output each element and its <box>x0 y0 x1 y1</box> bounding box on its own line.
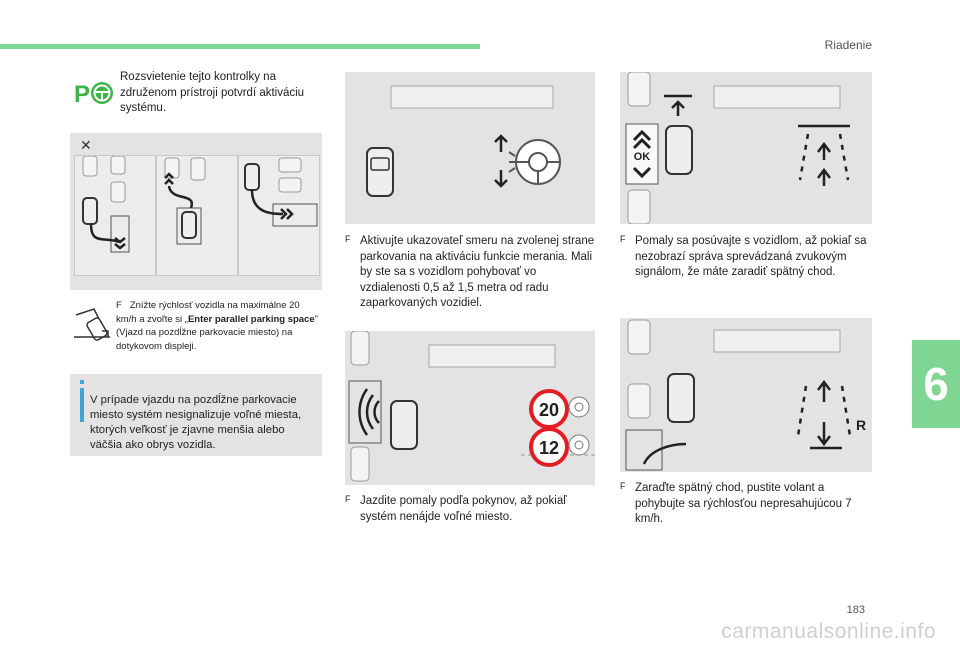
step-3-text: Pomaly sa posúvajte s vozidlom, až pokiaľ sa nezobrazí správa sprevádzaná zvukovým signálom, že máte zaradiť spätný chod. <box>635 235 867 278</box>
indicator-text: Rozsvietenie tejto kontrolky na združenom prístroji potvrdí aktiváciu systému. <box>120 71 305 114</box>
step-2-bullet: F <box>345 494 351 504</box>
step-4-text: Zaraďte spätný chod, pustite volant a pohybujte sa rýchlosťou nepresahujúcou 7 km/h. <box>635 482 852 525</box>
mode-panel-1 <box>74 155 156 276</box>
step-3-bullet: F <box>620 234 626 244</box>
step-2-text: Jazdite pomaly podľa pokynov, až pokiaľ systém nenájde voľné miesto. <box>360 495 567 523</box>
illustration-turn-signal <box>345 72 595 224</box>
info-box <box>70 374 322 456</box>
step-1-text: Aktivujte ukazovateľ smeru na zvolenej strane parkovania na aktiváciu funkcie merania. Mali by ste sa s vozidlom pohybovať vo vzdialenosti 0,5 až 1,5 metra od radu zaparkovaných vozidiel. <box>360 235 595 309</box>
step-1-bullet: F <box>345 234 351 244</box>
header-accent-bar <box>0 44 480 49</box>
watermark: carmanualsonline.info <box>721 620 936 643</box>
speed-step-bullet: F <box>116 300 122 311</box>
speed-limit-12: 12 <box>538 438 560 458</box>
svg-text:P: P <box>74 81 91 108</box>
reverse-gear-label: R <box>856 417 867 433</box>
info-icon <box>80 380 84 384</box>
speed-step <box>70 295 322 365</box>
slow-car-icon <box>72 307 114 343</box>
speed-step-line2: 20 km/h a zvoľte si „ <box>116 300 300 325</box>
illustration-slot-detection <box>345 331 595 485</box>
info-text: V prípade vjazdu na pozdĺžne parkovacie miesto systém nesignalizuje voľné miesta, ktorých veľkosť je zjavne menšia alebo väčšia ako obrys vozidla. <box>90 394 302 452</box>
section-title: Riadenie <box>824 38 872 52</box>
illustration-reverse <box>620 318 872 472</box>
speed-step-bold: Enter parallel parking space <box>187 313 315 325</box>
speed-step-line3: " (Vjazd na pozdĺžne parkovacie miesto) na dotykovom displeji. <box>116 313 319 352</box>
step-4-bullet: F <box>620 481 626 491</box>
chapter-tab: 6 <box>912 340 960 428</box>
mode-panel-2 <box>156 155 238 276</box>
illustration-stop-ok <box>620 72 872 224</box>
indicator-block <box>70 70 320 126</box>
parking-modes-illustration <box>70 133 322 290</box>
ok-label: OK <box>633 151 651 163</box>
speed-limit-20: 20 <box>538 400 560 420</box>
page-number: 183 <box>846 604 865 616</box>
park-assist-steering-icon <box>74 78 114 108</box>
speed-step-line1: Znížte rýchlosť vozidla na maximálne <box>129 300 287 311</box>
close-icon: ✕ <box>80 137 92 153</box>
mode-panel-3 <box>238 155 320 276</box>
